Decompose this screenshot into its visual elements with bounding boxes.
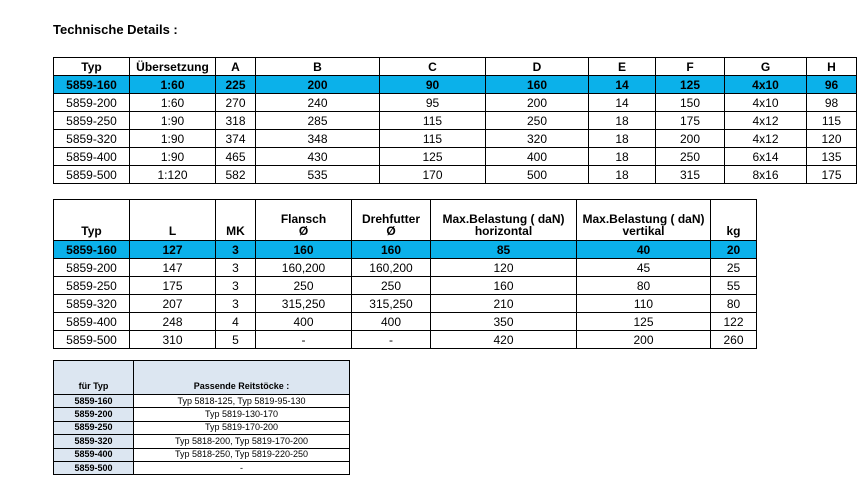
- header-row: [54, 361, 350, 395]
- table-cell: 14: [589, 94, 656, 112]
- table-cell: 5859-400: [54, 148, 130, 166]
- table-cell: 420: [431, 331, 577, 349]
- header-cell: kg: [711, 200, 757, 241]
- table-row: [54, 166, 857, 184]
- table-cell: 160: [486, 76, 589, 94]
- table-cell: 320: [486, 130, 589, 148]
- table-row: [54, 148, 857, 166]
- table-row: [54, 241, 757, 259]
- table-cell: 160,200: [352, 259, 431, 277]
- table-cell: 115: [380, 112, 486, 130]
- table-cell: -: [352, 331, 431, 349]
- table-cell: 1:60: [130, 76, 216, 94]
- table-cell: 200: [577, 331, 711, 349]
- table-cell: 6x14: [725, 148, 807, 166]
- table-cell: 4x12: [725, 130, 807, 148]
- table-cell: 120: [431, 259, 577, 277]
- table-cell: 260: [711, 331, 757, 349]
- table-row: [54, 448, 350, 461]
- table-cell: 5859-500: [54, 461, 134, 474]
- table-cell: 5: [216, 331, 256, 349]
- table-cell: 115: [380, 130, 486, 148]
- table-row: [54, 435, 350, 448]
- table-cell: 270: [216, 94, 256, 112]
- table-cell: 90: [380, 76, 486, 94]
- header-cell: A: [216, 58, 256, 76]
- table-cell: 200: [656, 130, 725, 148]
- table-cell: 3: [216, 295, 256, 313]
- table-cell: 250: [352, 277, 431, 295]
- table-cell: 160: [431, 277, 577, 295]
- table-cell: 3: [216, 241, 256, 259]
- table-cell: 250: [486, 112, 589, 130]
- table-cell: 1:90: [130, 112, 216, 130]
- table-cell: 5859-160: [54, 395, 134, 408]
- table-cell: 160: [256, 241, 352, 259]
- table-row: [54, 94, 857, 112]
- table-cell: 500: [486, 166, 589, 184]
- table-cell: 18: [589, 166, 656, 184]
- table-cell: 80: [577, 277, 711, 295]
- table-cell: 175: [130, 277, 216, 295]
- table-row: [54, 259, 757, 277]
- header-cell: C: [380, 58, 486, 76]
- table-cell: 285: [256, 112, 380, 130]
- table-cell: 1:60: [130, 94, 216, 112]
- header-cell: F: [656, 58, 725, 76]
- table-cell: 5859-250: [54, 421, 134, 434]
- table-cell: 207: [130, 295, 216, 313]
- table-cell: 18: [589, 148, 656, 166]
- table-cell: 18: [589, 130, 656, 148]
- tailstock-table: [53, 360, 350, 475]
- table-cell: -: [256, 331, 352, 349]
- table-cell: 5859-400: [54, 448, 134, 461]
- table-cell: 4x10: [725, 76, 807, 94]
- table-row: [54, 408, 350, 421]
- table-cell: 5859-160: [54, 76, 130, 94]
- table-cell: 147: [130, 259, 216, 277]
- header-cell: L: [130, 200, 216, 241]
- table-row: [54, 76, 857, 94]
- table-cell: 582: [216, 166, 256, 184]
- table-cell: Typ 5818-250, Typ 5819-220-250: [134, 448, 350, 461]
- table-cell: 400: [256, 313, 352, 331]
- table-cell: 20: [711, 241, 757, 259]
- table-row: [54, 421, 350, 434]
- table-cell: 110: [577, 295, 711, 313]
- table-cell: 250: [656, 148, 725, 166]
- table-cell: 80: [711, 295, 757, 313]
- table-cell: 400: [486, 148, 589, 166]
- table-cell: 374: [216, 130, 256, 148]
- table-cell: 400: [352, 313, 431, 331]
- header-cell: Typ: [54, 58, 130, 76]
- table-cell: 96: [807, 76, 857, 94]
- table-cell: 115: [807, 112, 857, 130]
- table-cell: 125: [380, 148, 486, 166]
- table-cell: 350: [431, 313, 577, 331]
- header-row: [54, 200, 757, 241]
- table-cell: -: [134, 461, 350, 474]
- table-cell: 120: [807, 130, 857, 148]
- table-cell: 127: [130, 241, 216, 259]
- header-cell: E: [589, 58, 656, 76]
- table-cell: 318: [216, 112, 256, 130]
- page-title: Technische Details :: [53, 22, 178, 37]
- table-cell: 135: [807, 148, 857, 166]
- header-cell: MK: [216, 200, 256, 241]
- table-cell: 95: [380, 94, 486, 112]
- header-cell: Typ: [54, 200, 130, 241]
- header-cell: Max.Belastung ( daN) vertikal: [577, 200, 711, 241]
- table-cell: 14: [589, 76, 656, 94]
- table-cell: 55: [711, 277, 757, 295]
- table-cell: 160,200: [256, 259, 352, 277]
- table-cell: 5859-500: [54, 331, 130, 349]
- table-row: [54, 130, 857, 148]
- table-cell: 5859-200: [54, 259, 130, 277]
- table-cell: 3: [216, 259, 256, 277]
- table-cell: 5859-500: [54, 166, 130, 184]
- table-cell: 40: [577, 241, 711, 259]
- table-cell: 122: [711, 313, 757, 331]
- table-cell: 348: [256, 130, 380, 148]
- table-cell: 25: [711, 259, 757, 277]
- header-cell: Übersetzung: [130, 58, 216, 76]
- header-cell: für Typ: [54, 361, 134, 395]
- header-cell: G: [725, 58, 807, 76]
- table-cell: 200: [486, 94, 589, 112]
- table-cell: Typ 5819-130-170: [134, 408, 350, 421]
- table-cell: Typ 5818-200, Typ 5819-170-200: [134, 435, 350, 448]
- dimensions-table: [53, 57, 857, 184]
- table-cell: 175: [656, 112, 725, 130]
- table-cell: 465: [216, 148, 256, 166]
- header-cell: B: [256, 58, 380, 76]
- table-cell: 315: [656, 166, 725, 184]
- table-cell: 535: [256, 166, 380, 184]
- table-cell: 430: [256, 148, 380, 166]
- header-cell: D: [486, 58, 589, 76]
- table-cell: 175: [807, 166, 857, 184]
- header-cell: Max.Belastung ( daN) horizontal: [431, 200, 577, 241]
- table-row: [54, 295, 757, 313]
- table-cell: 5859-400: [54, 313, 130, 331]
- table-cell: 18: [589, 112, 656, 130]
- load-table: [53, 199, 757, 349]
- table-cell: 5859-320: [54, 295, 130, 313]
- table-cell: Typ 5818-125, Typ 5819-95-130: [134, 395, 350, 408]
- table-cell: 1:90: [130, 130, 216, 148]
- table-cell: 8x16: [725, 166, 807, 184]
- table-cell: 248: [130, 313, 216, 331]
- table-cell: 170: [380, 166, 486, 184]
- table-cell: 315,250: [256, 295, 352, 313]
- table-cell: 5859-200: [54, 408, 134, 421]
- table-cell: 5859-250: [54, 277, 130, 295]
- table-cell: 210: [431, 295, 577, 313]
- table-cell: Typ 5819-170-200: [134, 421, 350, 434]
- table-cell: 125: [656, 76, 725, 94]
- table-row: [54, 461, 350, 474]
- table-cell: 5859-320: [54, 435, 134, 448]
- table-cell: 4: [216, 313, 256, 331]
- table-cell: 125: [577, 313, 711, 331]
- table-row: [54, 277, 757, 295]
- table-row: [54, 331, 757, 349]
- table-cell: 5859-160: [54, 241, 130, 259]
- table-cell: 5859-200: [54, 94, 130, 112]
- table-cell: 98: [807, 94, 857, 112]
- table-cell: 315,250: [352, 295, 431, 313]
- table-cell: 160: [352, 241, 431, 259]
- table-cell: 200: [256, 76, 380, 94]
- table-cell: 250: [256, 277, 352, 295]
- header-cell: Passende Reitstöcke :: [134, 361, 350, 395]
- table-cell: 5859-250: [54, 112, 130, 130]
- table-cell: 1:120: [130, 166, 216, 184]
- header-cell: Drehfutter Ø: [352, 200, 431, 241]
- table-row: [54, 313, 757, 331]
- header-cell: Flansch Ø: [256, 200, 352, 241]
- table-cell: 85: [431, 241, 577, 259]
- table-cell: 1:90: [130, 148, 216, 166]
- table-cell: 4x10: [725, 94, 807, 112]
- table-cell: 150: [656, 94, 725, 112]
- table-cell: 225: [216, 76, 256, 94]
- table-row: [54, 395, 350, 408]
- table-cell: 310: [130, 331, 216, 349]
- header-cell: H: [807, 58, 857, 76]
- table-cell: 3: [216, 277, 256, 295]
- table-cell: 45: [577, 259, 711, 277]
- table-cell: 240: [256, 94, 380, 112]
- table-cell: 4x12: [725, 112, 807, 130]
- table-row: [54, 112, 857, 130]
- header-row: [54, 58, 857, 76]
- table-cell: 5859-320: [54, 130, 130, 148]
